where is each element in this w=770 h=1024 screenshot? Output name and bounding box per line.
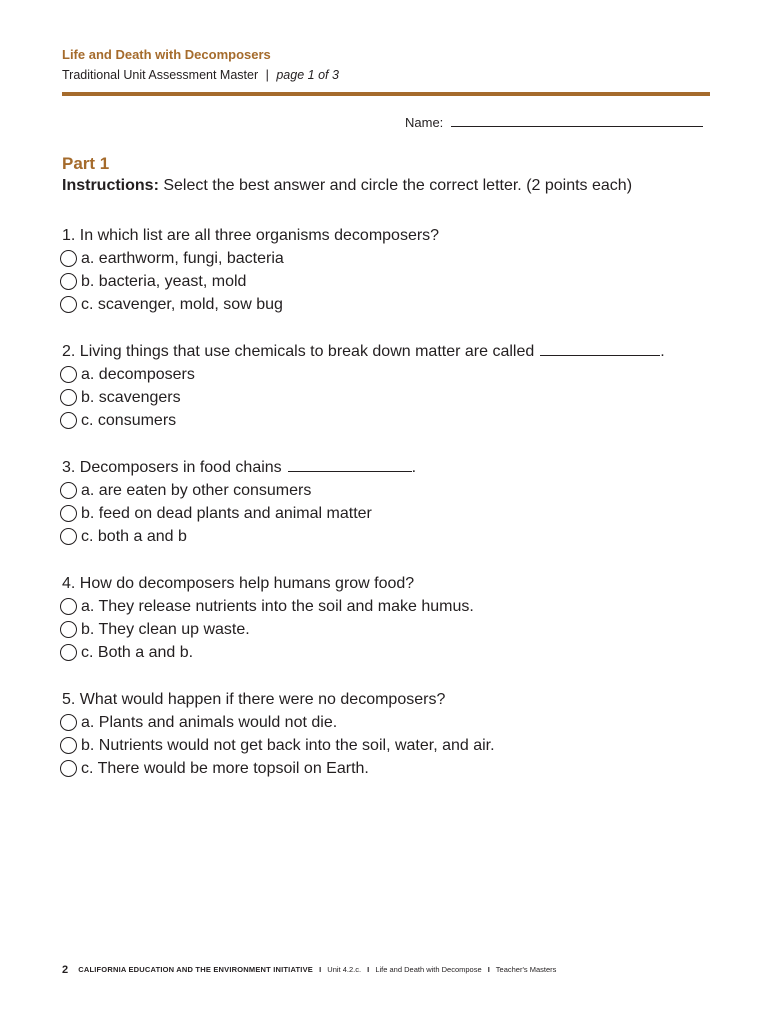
subtitle-text: Traditional Unit Assessment Master (62, 68, 259, 82)
option-4b[interactable] (62, 618, 474, 641)
footer-separator: I (487, 964, 490, 974)
name-line[interactable] (451, 114, 703, 127)
circle-icon[interactable] (60, 737, 77, 754)
circle-icon[interactable] (60, 714, 77, 731)
instructions-label: Instructions: (62, 177, 159, 194)
document-subtitle (62, 68, 339, 82)
footer-separator: I (367, 964, 370, 974)
option-label: c. both a and b (81, 528, 187, 545)
question-suffix: . (660, 343, 665, 360)
question-stem: 1. In which list are all three organisms decomposers? (62, 227, 440, 244)
option-1b[interactable] (62, 270, 439, 293)
question-stem: 5. What would happen if there were no decomposers? (62, 691, 446, 708)
circle-icon[interactable] (60, 412, 77, 429)
name-field (405, 114, 703, 130)
question-text: 3. Decomposers in food chains (62, 459, 282, 476)
option-label: a. Plants and animals would not die. (81, 714, 338, 731)
option-label: b. Nutrients would not get back into the soil, water, and air. (81, 737, 495, 754)
option-5c[interactable] (62, 757, 495, 780)
answer-blank[interactable] (288, 457, 412, 472)
circle-icon[interactable] (60, 621, 77, 638)
option-label: c. consumers (81, 412, 177, 429)
footer-unit-title: Life and Death with Decompose (375, 964, 482, 974)
option-1a[interactable] (62, 247, 439, 270)
option-label: a. decomposers (81, 366, 195, 383)
footer-masters: Teacher's Masters (495, 964, 557, 974)
circle-icon[interactable] (60, 389, 77, 406)
footer-org: CALIFORNIA EDUCATION AND THE ENVIRONMENT INITIATIVE (78, 964, 313, 974)
header-rule (62, 92, 710, 96)
answer-blank[interactable] (540, 341, 660, 356)
option-2b[interactable] (62, 386, 665, 409)
option-3c[interactable] (62, 525, 416, 548)
circle-icon[interactable] (60, 273, 77, 290)
part-title: Part 1 (62, 154, 110, 173)
circle-icon[interactable] (60, 760, 77, 777)
option-label: a. earthworm, fungi, bacteria (81, 250, 284, 267)
page-footer (62, 964, 556, 976)
option-2a[interactable] (62, 363, 665, 386)
question-suffix: . (411, 459, 417, 476)
option-label: c. Both a and b. (81, 644, 194, 661)
option-3a[interactable] (62, 479, 416, 502)
circle-icon[interactable] (60, 296, 77, 313)
question-4 (62, 572, 474, 664)
circle-icon[interactable] (60, 482, 77, 499)
question-stem (62, 340, 665, 363)
question-text: 2. Living things that use chemicals to break down matter are called (62, 343, 535, 360)
option-2c[interactable] (62, 409, 665, 432)
option-label: b. bacteria, yeast, mold (81, 273, 247, 290)
option-label: a. They release nutrients into the soil and make humus. (81, 598, 474, 615)
circle-icon[interactable] (60, 598, 77, 615)
subtitle-separator: | (265, 68, 269, 82)
question-stem (62, 456, 416, 479)
footer-page-number: 2 (62, 964, 69, 976)
page-indicator: page 1 of 3 (276, 68, 339, 82)
option-label: c. scavenger, mold, sow bug (81, 296, 283, 313)
instructions (62, 177, 632, 195)
option-label: a. are eaten by other consumers (81, 482, 312, 499)
option-label: b. They clean up waste. (81, 621, 250, 638)
circle-icon[interactable] (60, 366, 77, 383)
question-2 (62, 340, 665, 432)
option-5a[interactable] (62, 711, 495, 734)
circle-icon[interactable] (60, 250, 77, 267)
question-3 (62, 456, 416, 548)
option-label: b. feed on dead plants and animal matter (81, 505, 372, 522)
option-1c[interactable] (62, 293, 439, 316)
circle-icon[interactable] (60, 644, 77, 661)
option-5b[interactable] (62, 734, 495, 757)
question-stem: 4. How do decomposers help humans grow food? (62, 575, 415, 592)
footer-unit: Unit 4.2.c. (327, 964, 362, 974)
option-label: b. scavengers (81, 389, 181, 406)
option-label: c. There would be more topsoil on Earth. (81, 760, 369, 777)
document-title: Life and Death with Decomposers (62, 47, 271, 62)
circle-icon[interactable] (60, 505, 77, 522)
footer-separator: I (319, 964, 322, 974)
option-4c[interactable] (62, 641, 474, 664)
instructions-text: Select the best answer and circle the correct letter. (2 points each) (163, 177, 633, 194)
name-label: Name: (405, 115, 444, 130)
option-3b[interactable] (62, 502, 416, 525)
question-1 (62, 224, 439, 316)
question-5 (62, 688, 495, 780)
circle-icon[interactable] (60, 528, 77, 545)
option-4a[interactable] (62, 595, 474, 618)
